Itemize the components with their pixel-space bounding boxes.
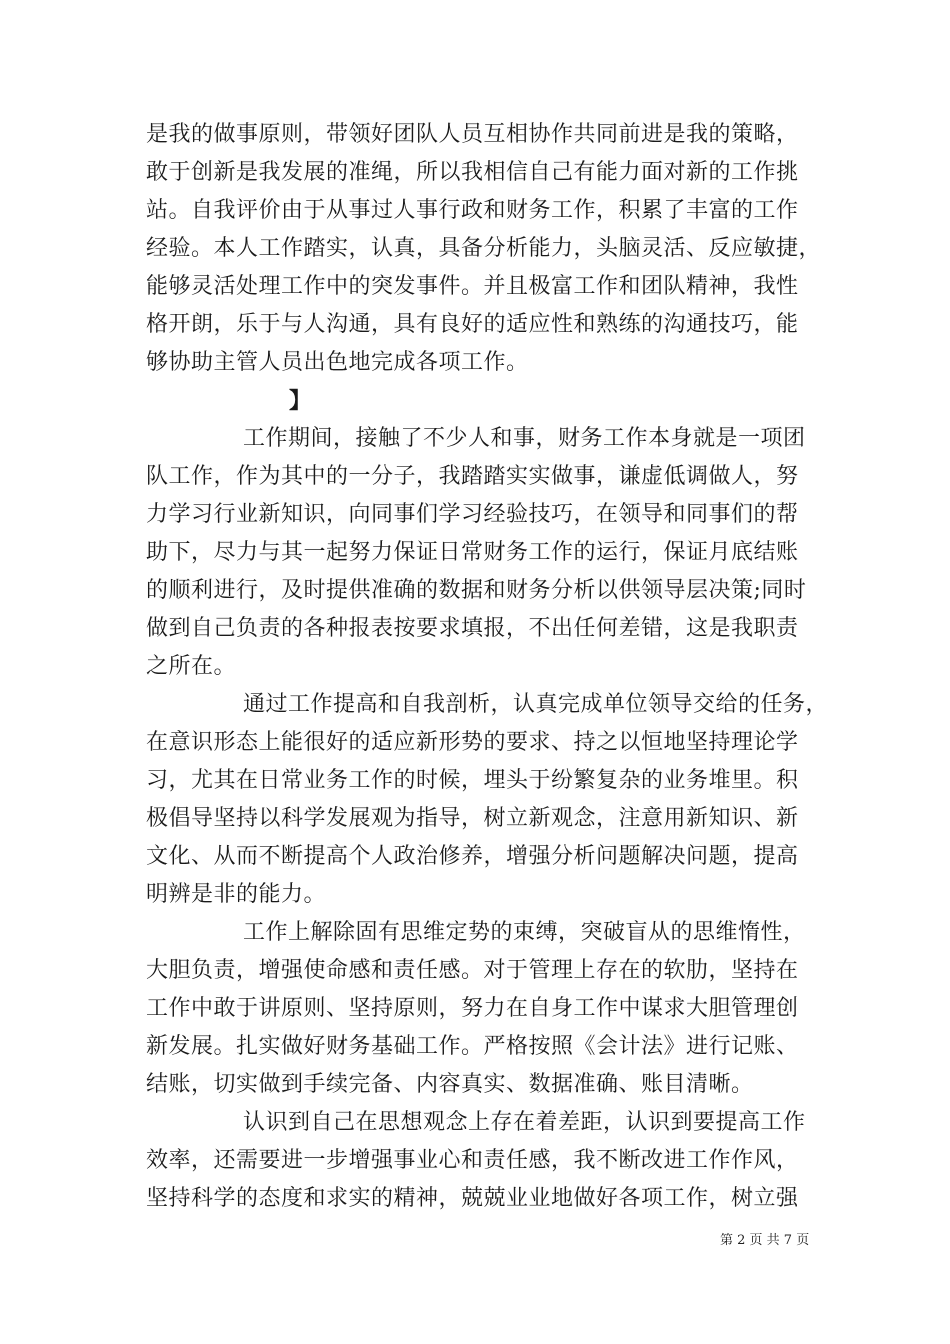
text-line: 经验。本人工作踏实，认真，具备分析能力，头脑灵活、反应敏捷，: [146, 236, 822, 261]
text-line: 助下，尽力与其一起努力保证日常财务工作的运行，保证月底结账: [146, 540, 799, 565]
document-body: [146, 116, 829, 1218]
bracket-mark: 】: [289, 388, 312, 414]
text-line: 大胆负责，增强使命感和责任感。对于管理上存在的软肋，坚持在: [146, 958, 799, 983]
text-line: 在意识形态上能很好的适应新形势的要求、持之以恒地坚持理论学: [146, 730, 799, 755]
text-line: 的顺利进行，及时提供准确的数据和财务分析以供领导层决策;同时: [146, 578, 807, 603]
page-number-footer: 第 2 页 共 7 页: [720, 1233, 810, 1248]
paragraph-start-line: 工作期间，接触了不少人和事，财务工作本身就是一项团: [243, 426, 806, 451]
text-line: 能够灵活处理工作中的突发事件。并且极富工作和团队精神，我性: [146, 274, 799, 299]
text-line: 新发展。扎实做好财务基础工作。严格按照《会计法》进行记账、: [146, 1034, 799, 1059]
text-line: 明辨是非的能力。: [146, 882, 327, 907]
text-line: 习，尤其在日常业务工作的时候，埋头于纷繁复杂的业务堆里。积: [146, 768, 799, 793]
text-line: 之所在。: [146, 654, 237, 679]
text-line: 格开朗，乐于与人沟通，具有良好的适应性和熟练的沟通技巧，能: [146, 312, 799, 337]
text-line: 文化、从而不断提高个人政治修养，增强分析问题解决问题，提高: [146, 844, 799, 869]
text-line: 坚持科学的态度和求实的精神，兢兢业业地做好各项工作，树立强: [146, 1186, 799, 1211]
text-line: 做到自己负责的各种报表按要求填报，不出任何差错，这是我职责: [146, 616, 799, 641]
paragraph-start-line: 通过工作提高和自我剖析，认真完成单位领导交给的任务，: [243, 692, 829, 717]
text-line: 站。自我评价由于从事过人事行政和财务工作，积累了丰富的工作: [146, 198, 799, 223]
text-line: 结账，切实做到手续完备、内容真实、数据准确、账目清晰。: [146, 1072, 754, 1097]
text-line: 敢于创新是我发展的准绳，所以我相信自己有能力面对新的工作挑: [146, 160, 799, 185]
text-line: 是我的做事原则，带领好团队人员互相协作共同前进是我的策略，: [146, 122, 799, 147]
text-line: 效率，还需要进一步增强事业心和责任感，我不断改进工作作风，: [146, 1148, 799, 1173]
text-line: 够协助主管人员出色地完成各项工作。: [146, 350, 529, 375]
paragraph-start-line: 工作上解除固有思维定势的束缚，突破盲从的思维惰性，: [243, 920, 806, 945]
text-line: 极倡导坚持以科学发展观为指导，树立新观念，注意用新知识、新: [146, 806, 799, 831]
paragraph-start-line: 认识到自己在思想观念上存在着差距，认识到要提高工作: [243, 1110, 806, 1135]
text-line: 队工作，作为其中的一分子，我踏踏实实做事，谦虚低调做人，努: [146, 464, 799, 489]
text-line: 力学习行业新知识，向同事们学习经验技巧，在领导和同事们的帮: [146, 502, 799, 527]
text-line: 工作中敢于讲原则、坚持原则，努力在自身工作中谋求大胆管理创: [146, 996, 799, 1021]
